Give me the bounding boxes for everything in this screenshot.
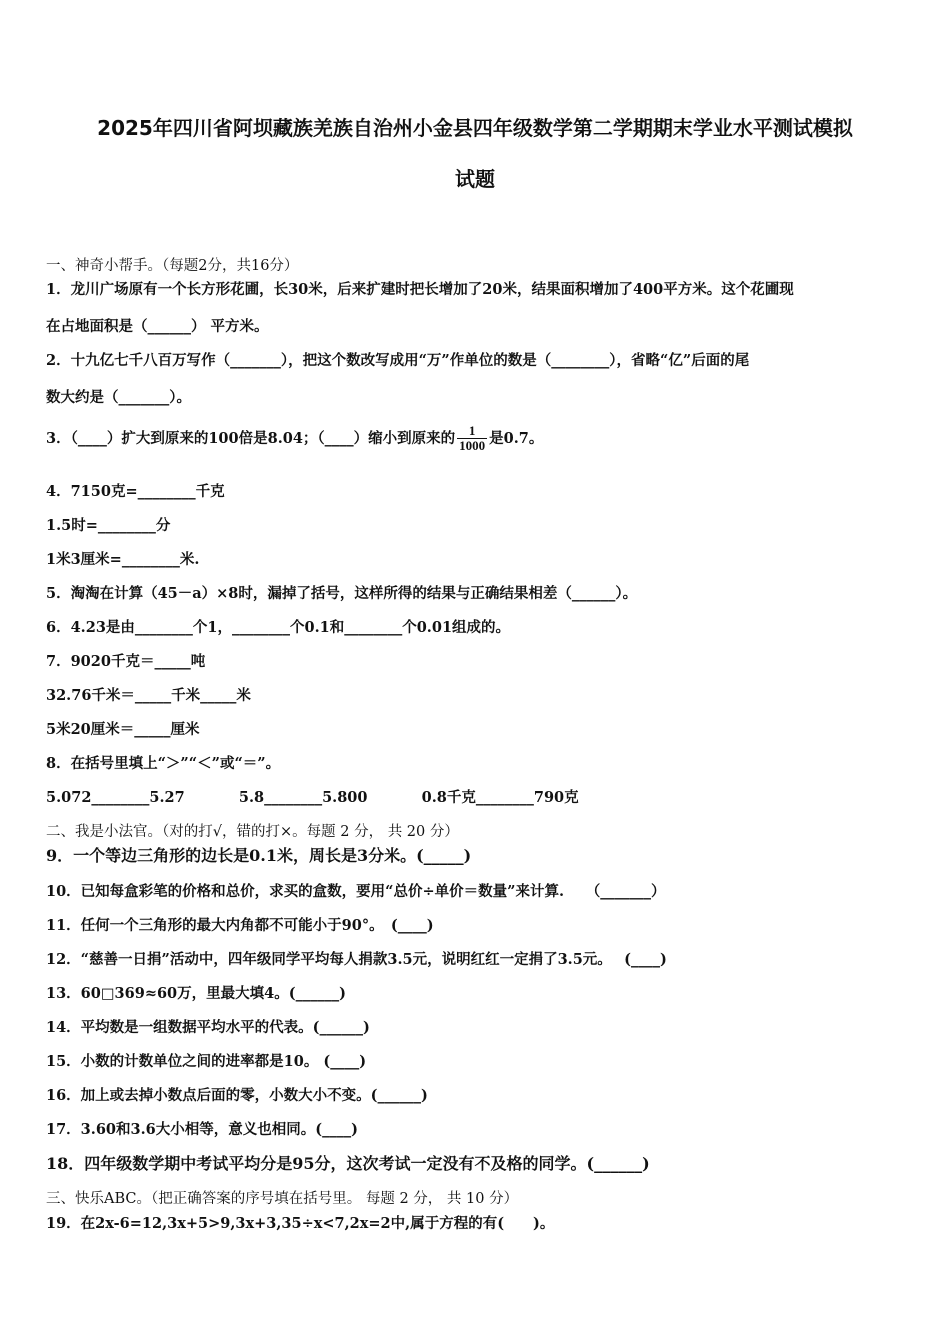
- fraction-denominator: 1000: [459, 438, 486, 454]
- question-3-after: 是0.7。: [489, 429, 544, 447]
- question-4c: 1米3厘米=________米.: [46, 551, 200, 568]
- question-18: 18．四年级数学期中考试平均分是95分，这次考试一定没有不及格的同学。(______): [46, 1154, 650, 1173]
- question-4b: 1.5时=________分: [46, 517, 171, 534]
- question-15: 15．小数的计数单位之间的进率都是10。 (____): [46, 1053, 367, 1070]
- fraction: [457, 424, 487, 454]
- question-3: [46, 424, 910, 454]
- question-14: 14．平均数是一组数据平均水平的代表。(______): [46, 1019, 370, 1036]
- question-10: 10．已知每盒彩笔的价格和总价，求买的盒数，要用“总价÷单价＝数量”来计算. （_______）: [46, 883, 666, 900]
- question-3-before: 3．（____）扩大到原来的100倍是8.04；（____）缩小到原来的: [46, 429, 456, 447]
- section-3-heading: 三、快乐ABC。（把正确答案的序号填在括号里。 每题 2 分， 共 10 分）: [46, 1191, 519, 1207]
- compare-item: 5.072________5.27: [46, 789, 185, 806]
- question-7c: 5米20厘米＝_____厘米: [46, 721, 200, 738]
- question-12: 12．“慈善一日捐”活动中，四年级同学平均每人捐款3.5元，说明红红一定捐了3.5元。 (____): [46, 951, 667, 968]
- question-1-line1: 1．龙川广场原有一个长方形花圃，长30米，后来扩建时把长增加了20米，结果面积增加了400平方米。这个花圃现: [46, 281, 794, 298]
- question-2-line2: 数大约是（_______）。: [46, 389, 191, 406]
- question-7a: 7．9020千克＝_____吨: [46, 653, 206, 670]
- question-13: 13．60□369≈60万，里最大填4。(______): [46, 985, 346, 1002]
- question-7b: 32.76千米＝_____千米_____米: [46, 687, 251, 704]
- question-1-line2: 在占地面积是（______） 平方米。: [46, 318, 269, 335]
- question-16: 16．加上或去掉小数点后面的零，小数大小不变。(______): [46, 1087, 428, 1104]
- question-9: 9．一个等边三角形的边长是0.1米，周长是3分米。(_____): [46, 846, 472, 865]
- question-19: 19．在2x-6=12,3x+5>9,3x+3,35÷x<7,2x=2中,属于方程的有( )。: [46, 1215, 555, 1232]
- question-17: 17．3.60和3.6大小相等，意义也相同。(____): [46, 1121, 358, 1138]
- question-5: 5．淘淘在计算（45－a）×8时，漏掉了括号，这样所得的结果与正确结果相差（______）。: [46, 585, 638, 602]
- question-2-line1: 2．十九亿七千八百万写作（_______），把这个数改写成用“万”作单位的数是（________），省略“亿”后面的尾: [46, 352, 750, 369]
- question-11: 11．任何一个三角形的最大内角都不可能小于90°。 (____): [46, 917, 434, 934]
- compare-item: 5.8________5.800: [238, 789, 368, 806]
- page-title: 2025年四川省阿坝藏族羌族自治州小金县四年级数学第二学期期末学业水平测试模拟: [97, 116, 853, 140]
- question-4a: 4．7150克=________千克: [46, 483, 225, 500]
- question-8-items: [46, 786, 910, 807]
- section-1-heading: 一、神奇小帮手。（每题2分，共16分）: [46, 258, 299, 274]
- question-8-stem: 8．在括号里填上“＞”“＜”或“＝”。: [46, 755, 281, 772]
- compare-item: 0.8千克________790克: [421, 789, 579, 806]
- question-6: 6．4.23是由________个1，________个0.1和________个0.01组成的。: [46, 619, 511, 636]
- fraction-numerator: 1: [457, 424, 487, 439]
- page-title-cont: 试题: [455, 167, 495, 191]
- section-2-heading: 二、我是小法官。（对的打√，错的打×。每题 2 分， 共 20 分）: [46, 824, 459, 840]
